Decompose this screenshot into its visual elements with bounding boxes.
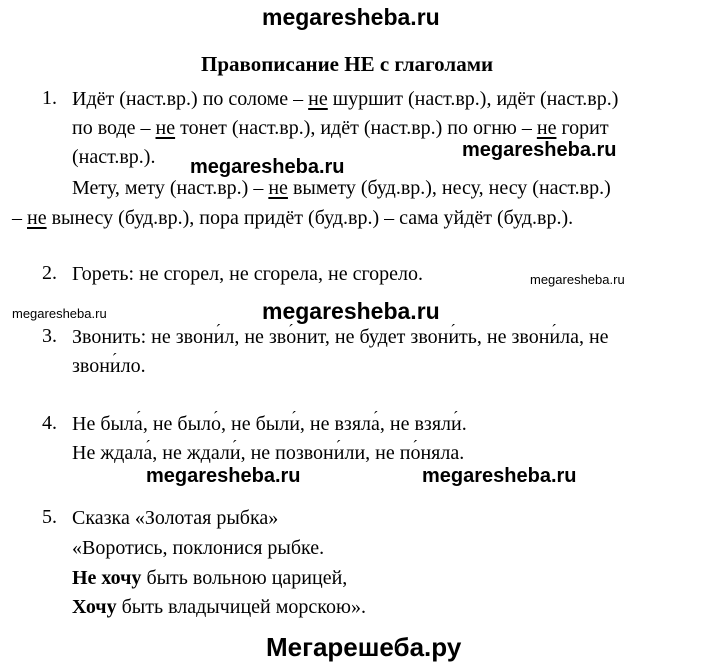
item1-line2: по воде – не тонет (наст.вр.), идёт (наст.вр.) по огню – не горит [72, 117, 609, 139]
item3-number: 3. [42, 325, 57, 347]
item3-line2: звони ´ло. [72, 354, 146, 378]
watermark: megaresheba.ru [262, 298, 440, 324]
item5-line1: Сказка «Золотая рыбка» [72, 507, 279, 529]
item1-line3: (наст.вр.). [72, 146, 156, 168]
watermark: megaresheba.ru [190, 156, 345, 178]
item4-number: 4. [42, 412, 57, 434]
header-watermark: megaresheba.ru [262, 4, 440, 30]
item1-line1: Идёт (наст.вр.) по соломе – не шуршит (наст.вр.), идёт (наст.вр.) [72, 88, 619, 110]
item3-line1: Звонить: не звони ´л, не зво ´нит, не будет звони ´ть, не звони ´ла, не [72, 325, 609, 349]
item5-number: 5. [42, 506, 57, 528]
item2-number: 2. [42, 262, 57, 284]
watermark: megaresheba.ru [422, 465, 577, 487]
item1-line5: – не вынесу (буд.вр.), пора придёт (буд.вр.) – сама уйдёт (буд.вр.). [12, 207, 574, 229]
item2-text: Гореть: не сгорел, не сгорела, не сгорело. [72, 263, 424, 285]
footer-watermark: Мегарешеба.ру [266, 632, 462, 662]
watermark: megaresheba.ru [530, 272, 625, 287]
watermark: megaresheba.ru [462, 139, 617, 161]
item5-line2: «Воротись, поклонися рыбке. [72, 537, 325, 559]
item5-line3: Не хочу быть вольною царицей, [72, 567, 348, 589]
item1-line4: Мету, мету (наст.вр.) – не вымету (буд.вр.), несу, несу (наст.вр.) [72, 177, 611, 199]
item5-line4: Хочу быть владычицей морскою». [72, 596, 366, 618]
item1-number: 1. [42, 87, 57, 109]
watermark: megaresheba.ru [12, 306, 107, 321]
item4-line2: Не ждала ´, не ждали ´, не позвони ´ли, не по ´няла. [72, 441, 464, 465]
page-title: Правописание НЕ с глаголами [201, 52, 494, 76]
watermark: megaresheba.ru [146, 465, 301, 487]
item4-line1: Не была ´, не было ´, не были ´, не взяла ´, не взяли ´. [72, 412, 467, 436]
